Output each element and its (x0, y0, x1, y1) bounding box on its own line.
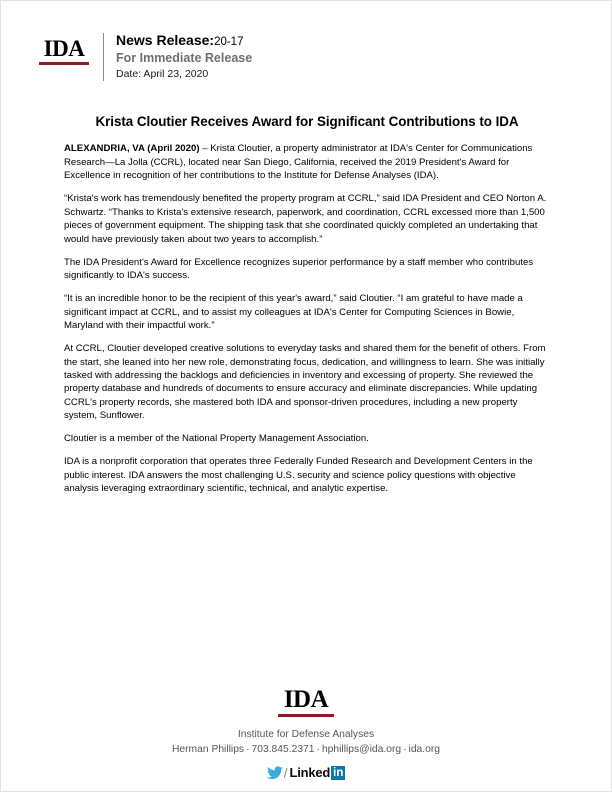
paragraph-5: At CCRL, Cloutier developed creative solutions to everyday tasks and shared them for the benefit of others. From the start, she leaned into her new role, demonstrating focus, dedication, and willingness to learn. She was initially tasked with addressing the backlogs and deficiencies in inventory and excessing of property. She reviewed the property database and hundreds of documents to ensure accuracy and eliminate discrepancies. While updating CCRL's property records, she mastered both IDA and sponsor-driven procedures, including a new property system, Sunflower. (64, 343, 546, 422)
header-vertical-divider (103, 33, 104, 81)
paragraph-4: “It is an incredible honor to be the recipient of this year's award,” said Cloutier. “I am grateful to have made a significant impact at CCRL, and to assist my colleagues at IDA's Center for Computing Sciences in Bowie, Maryland with their impactful work.” (64, 293, 523, 332)
contact-separator-1: · (246, 744, 250, 756)
paragraph-7: IDA is a nonprofit corporation that operates three Federally Funded Research and Development Centers in the public interest. IDA answers the most challenging U.S. security and science policy questions with objective analysis leveraging extraordinary scientific, technical, and analytic expertise. (64, 456, 533, 495)
ida-logo-footer (278, 687, 334, 717)
linkedin-wordmark[interactable]: Linked (289, 765, 331, 781)
immediate-release-label: For Immediate Release (116, 50, 253, 65)
paragraph-1-text: – Krista Cloutier, a property administrator at IDA's Center for Communications Research—La Jolla (CCRL), located near San Diego, California, received the 2019 President's Award for Excellence in recognition of her contributions to the Institute for Defense Analyses (IDA). (64, 143, 533, 182)
document-footer (1, 687, 611, 781)
contact-phone[interactable]: 703.845.2371 (251, 744, 315, 756)
page-title: Krista Cloutier Receives Award for Significant Contributions to IDA (95, 114, 519, 129)
paragraph-3: The IDA President's Award for Excellence recognizes superior performance by a staff member who contributes significantly to IDA's success. (64, 256, 534, 282)
contact-website[interactable]: ida.org (408, 744, 441, 756)
header-text-block (116, 31, 252, 81)
contact-separator-3: · (403, 744, 407, 756)
news-release-number: 20-17 (214, 36, 244, 48)
contact-email[interactable]: hphillips@ida.org (321, 744, 402, 756)
contact-line (1, 742, 611, 757)
contact-separator-2: · (316, 744, 320, 756)
document-header (39, 31, 252, 81)
news-release-line (116, 32, 252, 50)
linkedin-icon[interactable]: in (333, 766, 344, 779)
social-separator-slash: / (283, 764, 288, 781)
ida-logo-wordmark-footer: IDA (283, 686, 329, 713)
article-body (64, 113, 550, 505)
ida-logo-underline (39, 62, 89, 65)
ida-logo-underline-footer (278, 714, 334, 717)
twitter-bird-icon[interactable] (267, 766, 283, 780)
dateline: ALEXANDRIA, VA (April 2020) (64, 143, 200, 155)
contact-name: Herman Phillips (171, 744, 245, 756)
news-release-label: News Release: (116, 32, 215, 48)
ida-logo-header (39, 31, 89, 65)
paragraph-1 (64, 142, 550, 182)
paragraph-2: “Krista's work has tremendously benefited the property program at CCRL,” said IDA President and CEO Norton A. Schwartz. “Thanks to Krista's extensive research, paperwork, and coordination, CCRL excessed more than 1,500 pieces of government equipment. The shipping task that she coordinated quickly completed an undertaking that would have previously taken about two years to accomplish.” (64, 193, 547, 245)
organization-name: Institute for Defense Analyses (237, 729, 375, 740)
paragraph-6: Cloutier is a member of the National Property Management Association. (64, 433, 369, 445)
release-date: Date: April 23, 2020 (116, 68, 209, 81)
social-links (1, 765, 611, 781)
ida-logo-wordmark: IDA (43, 36, 85, 61)
